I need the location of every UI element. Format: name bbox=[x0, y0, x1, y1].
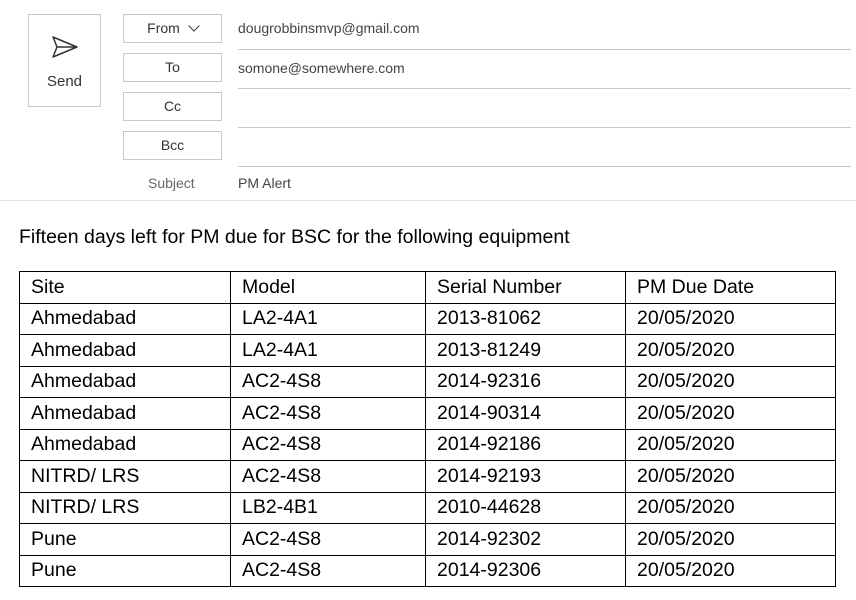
cell-model: LA2-4A1 bbox=[231, 335, 426, 367]
cell-site: Pune bbox=[20, 555, 231, 587]
cell-serial: 2014-92186 bbox=[426, 429, 626, 461]
cell-due-date: 20/05/2020 bbox=[626, 524, 836, 556]
cell-site: NITRD/ LRS bbox=[20, 492, 231, 524]
cell-due-date: 20/05/2020 bbox=[626, 555, 836, 587]
cell-serial: 2014-92193 bbox=[426, 461, 626, 493]
cell-site: Ahmedabad bbox=[20, 335, 231, 367]
table-row bbox=[20, 524, 836, 556]
cell-site: Ahmedabad bbox=[20, 398, 231, 430]
cc-field[interactable] bbox=[238, 99, 838, 119]
cc-divider bbox=[238, 127, 851, 128]
cell-model: LB2-4B1 bbox=[231, 492, 426, 524]
message-intro: Fifteen days left for PM due for BSC for the following equipment bbox=[19, 226, 570, 248]
from-button[interactable] bbox=[123, 14, 222, 43]
table-row bbox=[20, 303, 836, 335]
cell-model: AC2-4S8 bbox=[231, 461, 426, 493]
to-button[interactable]: To bbox=[123, 53, 222, 82]
column-header-serial: Serial Number bbox=[426, 272, 626, 304]
cell-model: AC2-4S8 bbox=[231, 366, 426, 398]
cell-due-date: 20/05/2020 bbox=[626, 303, 836, 335]
column-header-model: Model bbox=[231, 272, 426, 304]
cell-site: Ahmedabad bbox=[20, 429, 231, 461]
to-divider bbox=[238, 88, 851, 89]
cell-model: LA2-4A1 bbox=[231, 303, 426, 335]
to-field[interactable]: somone@somewhere.com bbox=[238, 60, 405, 76]
from-label: From bbox=[147, 20, 180, 36]
table-row bbox=[20, 366, 836, 398]
table-row bbox=[20, 335, 836, 367]
cc-button[interactable]: Cc bbox=[123, 92, 222, 121]
cell-serial: 2013-81062 bbox=[426, 303, 626, 335]
cell-serial: 2014-92316 bbox=[426, 366, 626, 398]
cell-due-date: 20/05/2020 bbox=[626, 492, 836, 524]
table-row bbox=[20, 398, 836, 430]
equipment-table bbox=[19, 271, 836, 587]
subject-field[interactable]: PM Alert bbox=[238, 175, 291, 191]
cell-site: Ahmedabad bbox=[20, 366, 231, 398]
from-field[interactable]: dougrobbinsmvp@gmail.com bbox=[238, 20, 420, 36]
cell-due-date: 20/05/2020 bbox=[626, 398, 836, 430]
cell-due-date: 20/05/2020 bbox=[626, 366, 836, 398]
header-divider bbox=[0, 200, 856, 201]
bcc-button[interactable]: Bcc bbox=[123, 131, 222, 160]
cell-serial: 2014-92302 bbox=[426, 524, 626, 556]
cell-serial: 2010-44628 bbox=[426, 492, 626, 524]
cell-serial: 2014-90314 bbox=[426, 398, 626, 430]
cell-site: Ahmedabad bbox=[20, 303, 231, 335]
bcc-divider bbox=[238, 166, 851, 167]
column-header-site: Site bbox=[20, 272, 231, 304]
send-label: Send bbox=[46, 73, 83, 90]
cell-due-date: 20/05/2020 bbox=[626, 335, 836, 367]
table-row bbox=[20, 461, 836, 493]
cell-model: AC2-4S8 bbox=[231, 429, 426, 461]
table-row bbox=[20, 429, 836, 461]
chevron-down-icon bbox=[188, 20, 199, 31]
table-header-row bbox=[20, 272, 836, 304]
cell-due-date: 20/05/2020 bbox=[626, 429, 836, 461]
send-icon bbox=[51, 35, 79, 59]
table-row bbox=[20, 492, 836, 524]
cell-serial: 2013-81249 bbox=[426, 335, 626, 367]
bcc-field[interactable] bbox=[238, 138, 838, 158]
cell-serial: 2014-92306 bbox=[426, 555, 626, 587]
cell-model: AC2-4S8 bbox=[231, 398, 426, 430]
cell-model: AC2-4S8 bbox=[231, 524, 426, 556]
send-button[interactable] bbox=[28, 14, 101, 107]
cell-site: Pune bbox=[20, 524, 231, 556]
from-divider bbox=[238, 49, 851, 50]
cell-site: NITRD/ LRS bbox=[20, 461, 231, 493]
table-row bbox=[20, 555, 836, 587]
cell-model: AC2-4S8 bbox=[231, 555, 426, 587]
cell-due-date: 20/05/2020 bbox=[626, 461, 836, 493]
subject-label: Subject bbox=[148, 175, 195, 191]
column-header-due-date: PM Due Date bbox=[626, 272, 836, 304]
